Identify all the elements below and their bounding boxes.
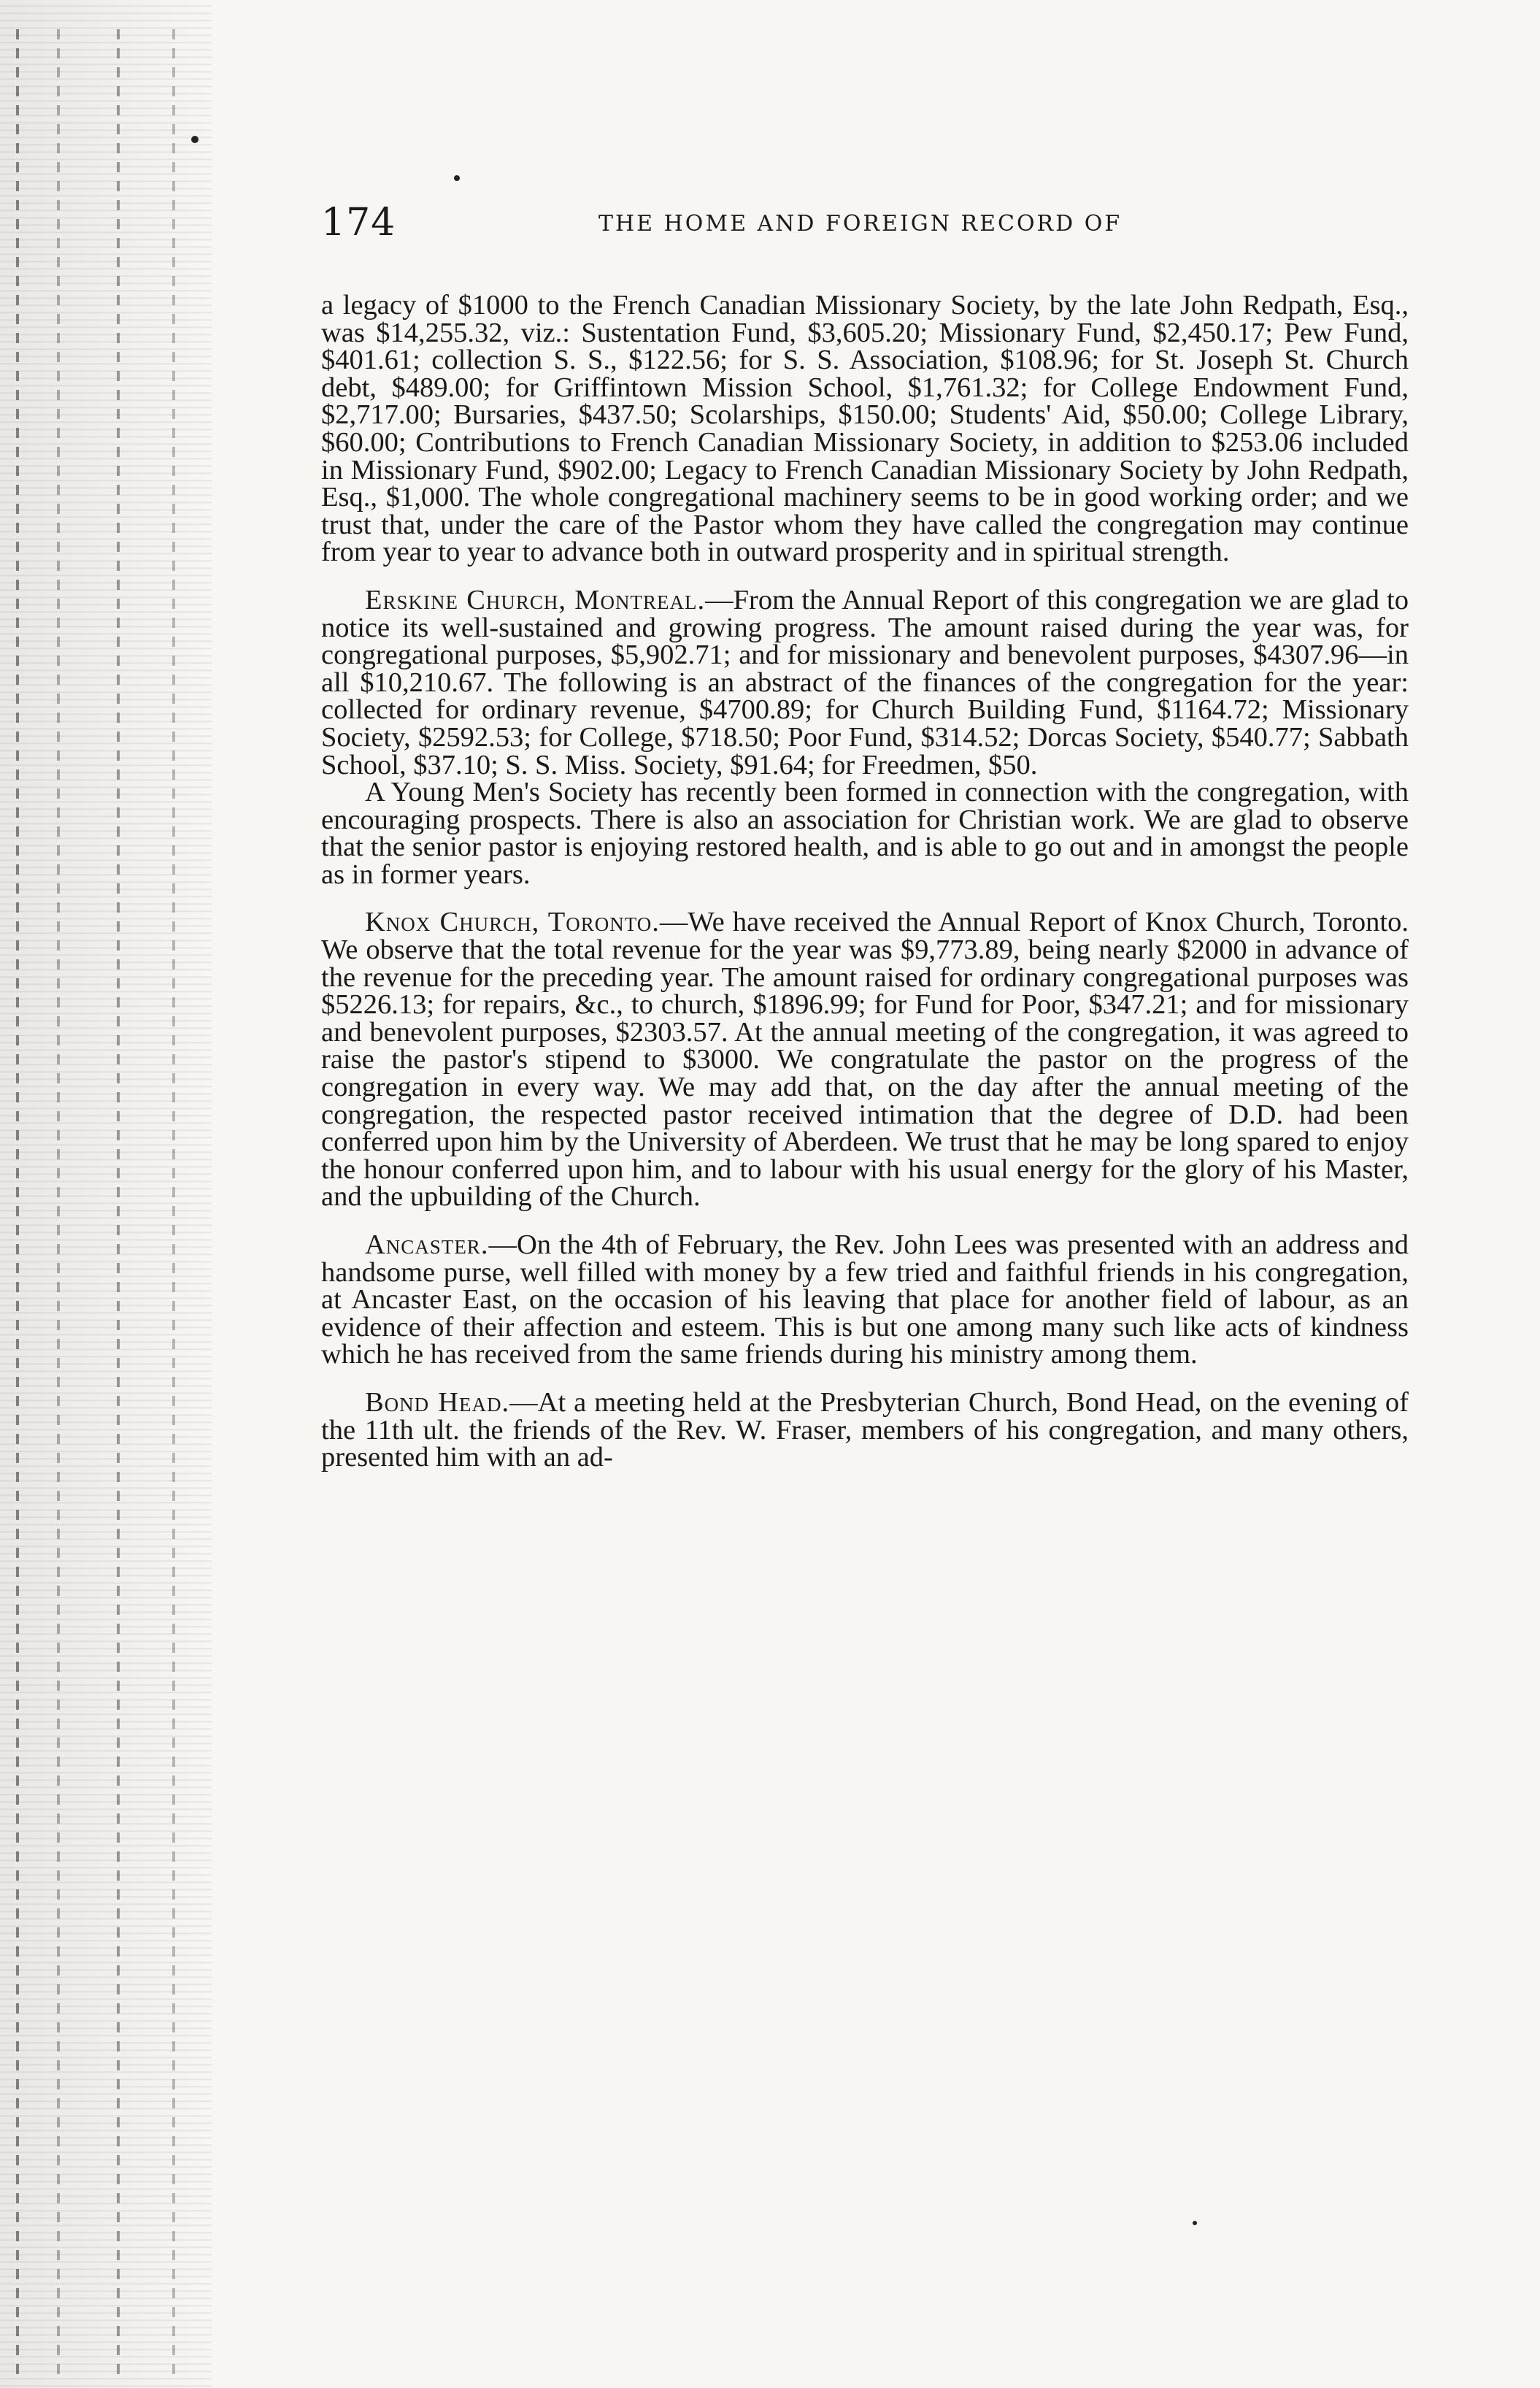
paragraph-young-mens-society <box>321 779 1409 888</box>
scan-edge-artifact <box>0 0 212 2388</box>
paragraph-text: —At a meeting held at the Presbyterian Church, Bond Head, on the evening of the 11th ult. the friends of the Rev. W. Fraser, members of his congregation, and many others, presented him with an ad- <box>321 1386 1409 1473</box>
article-body <box>321 292 1409 1472</box>
paragraph-redpath-legacy <box>321 292 1409 567</box>
section-heading: Ancaster. <box>365 1229 489 1260</box>
paragraph-knox-church <box>321 909 1409 1211</box>
ink-spot <box>454 175 460 181</box>
paragraph-ancaster <box>321 1229 1409 1370</box>
paragraph-erskine-church <box>321 584 1409 780</box>
section-heading: Erskine Church, Montreal. <box>365 584 706 615</box>
scan-streak <box>117 29 120 2380</box>
paragraph-text: —From the Annual Report of this congregation we are glad to notice its well-sustained and growing progress. The amount raised during the year was, for congregational purposes, $5,902.71; and for missionary and benevolent purposes, $4307.96—in all $10,210.67. The following is an abstract of the finances of the congregation for the year: collected for ordinary revenue, $4700.89; for Church Building Fund, $1164.72; Missionary Society, $2592.53; for College, $718.50; Poor Fund, $314.52; Dorcas Society, $540.77; Sabbath School, $37.10; S. S. Miss. Society, $91.64; for Freedmen, $50. <box>321 584 1409 780</box>
paragraph-text: A Young Men's Society has recently been formed in connection with the congregation, with encouraging prospects. There is also an association for Christian work. We are glad to observe that the senior pastor is enjoying restored health, and is able to go out and in amongst the people as in former years. <box>321 777 1409 890</box>
running-title: THE HOME AND FOREIGN RECORD OF <box>598 211 1123 237</box>
scan-streak <box>57 29 60 2380</box>
scan-streak <box>172 29 175 2380</box>
paragraph-text: —We have received the Annual Report of Knox Church, Toronto. We observe that the total revenue for the year was $9,773.89, being nearly $2000 in advance of the revenue for the preceding year. The amount raised for ordinary congregational purposes was $5226.13; for repairs, &c., to church, $1896.99; for Fund for Poor, $347.21; and for missionary and benevolent purposes, $2303.57. At the annual meeting of the congregation, it was agreed to raise the pastor's stipend to $3000. We congratulate the pastor on the progress of the congregation in every way. We may add that, on the day after the annual meeting of the congregation, the respected pastor received intimation that the degree of D.D. had been conferred upon him by the University of Aberdeen. We trust that he may be long spared to enjoy the honour conferred upon him, and to labour with his usual energy for the glory of his Master, and the upbuilding of the Church. <box>321 907 1409 1213</box>
page-header <box>321 201 1431 252</box>
paragraph-bond-head <box>321 1386 1409 1473</box>
section-heading: Knox Church, Toronto. <box>365 907 660 938</box>
ink-spot <box>191 136 199 143</box>
scan-streak <box>16 29 19 2380</box>
ink-spot <box>1193 2221 1197 2225</box>
paragraph-text: —On the 4th of February, the Rev. John Lees was presented with an address and handsome purse, well filled with money by a few tried and faithful friends in his congregation, at Ancaster East, on the occasion of his leaving that place for another field of labour, as an evidence of their affection and esteem. This is but one among many such like acts of kindness which he has received from the same friends during his ministry among them. <box>321 1229 1409 1370</box>
section-heading: Bond Head. <box>365 1386 510 1418</box>
paragraph-text: a legacy of $1000 to the French Canadian Missionary Society, by the late John Redpath, Esq., was $14,255.32, viz.: Sustentation Fund, $3,605.20; Missionary Fund, $2,450.17; Pew Fund, $401.61; collection S. S., $122.56; for S. S. Association, $108.96; for St. Joseph St. Church debt, $489.00; for Griffintown Mission School, $1,761.32; for College Endowment Fund, $2,717.00; Bursaries, $437.50; Scolarships, $150.00; Students' Aid, $50.00; College Library, $60.00; Contributions to French Canadian Missionary Society, in addition to $253.06 included in Missionary Fund, $902.00; Legacy to French Canadian Missionary Society by John Redpath, Esq., $1,000. The whole congregational machinery seems to be in good working order; and we trust that, under the care of the Pastor whom they have called the congregation may continue from year to year to advance both in outward prosperity and in spiritual strength. <box>321 290 1409 568</box>
page-number: 174 <box>321 201 396 245</box>
